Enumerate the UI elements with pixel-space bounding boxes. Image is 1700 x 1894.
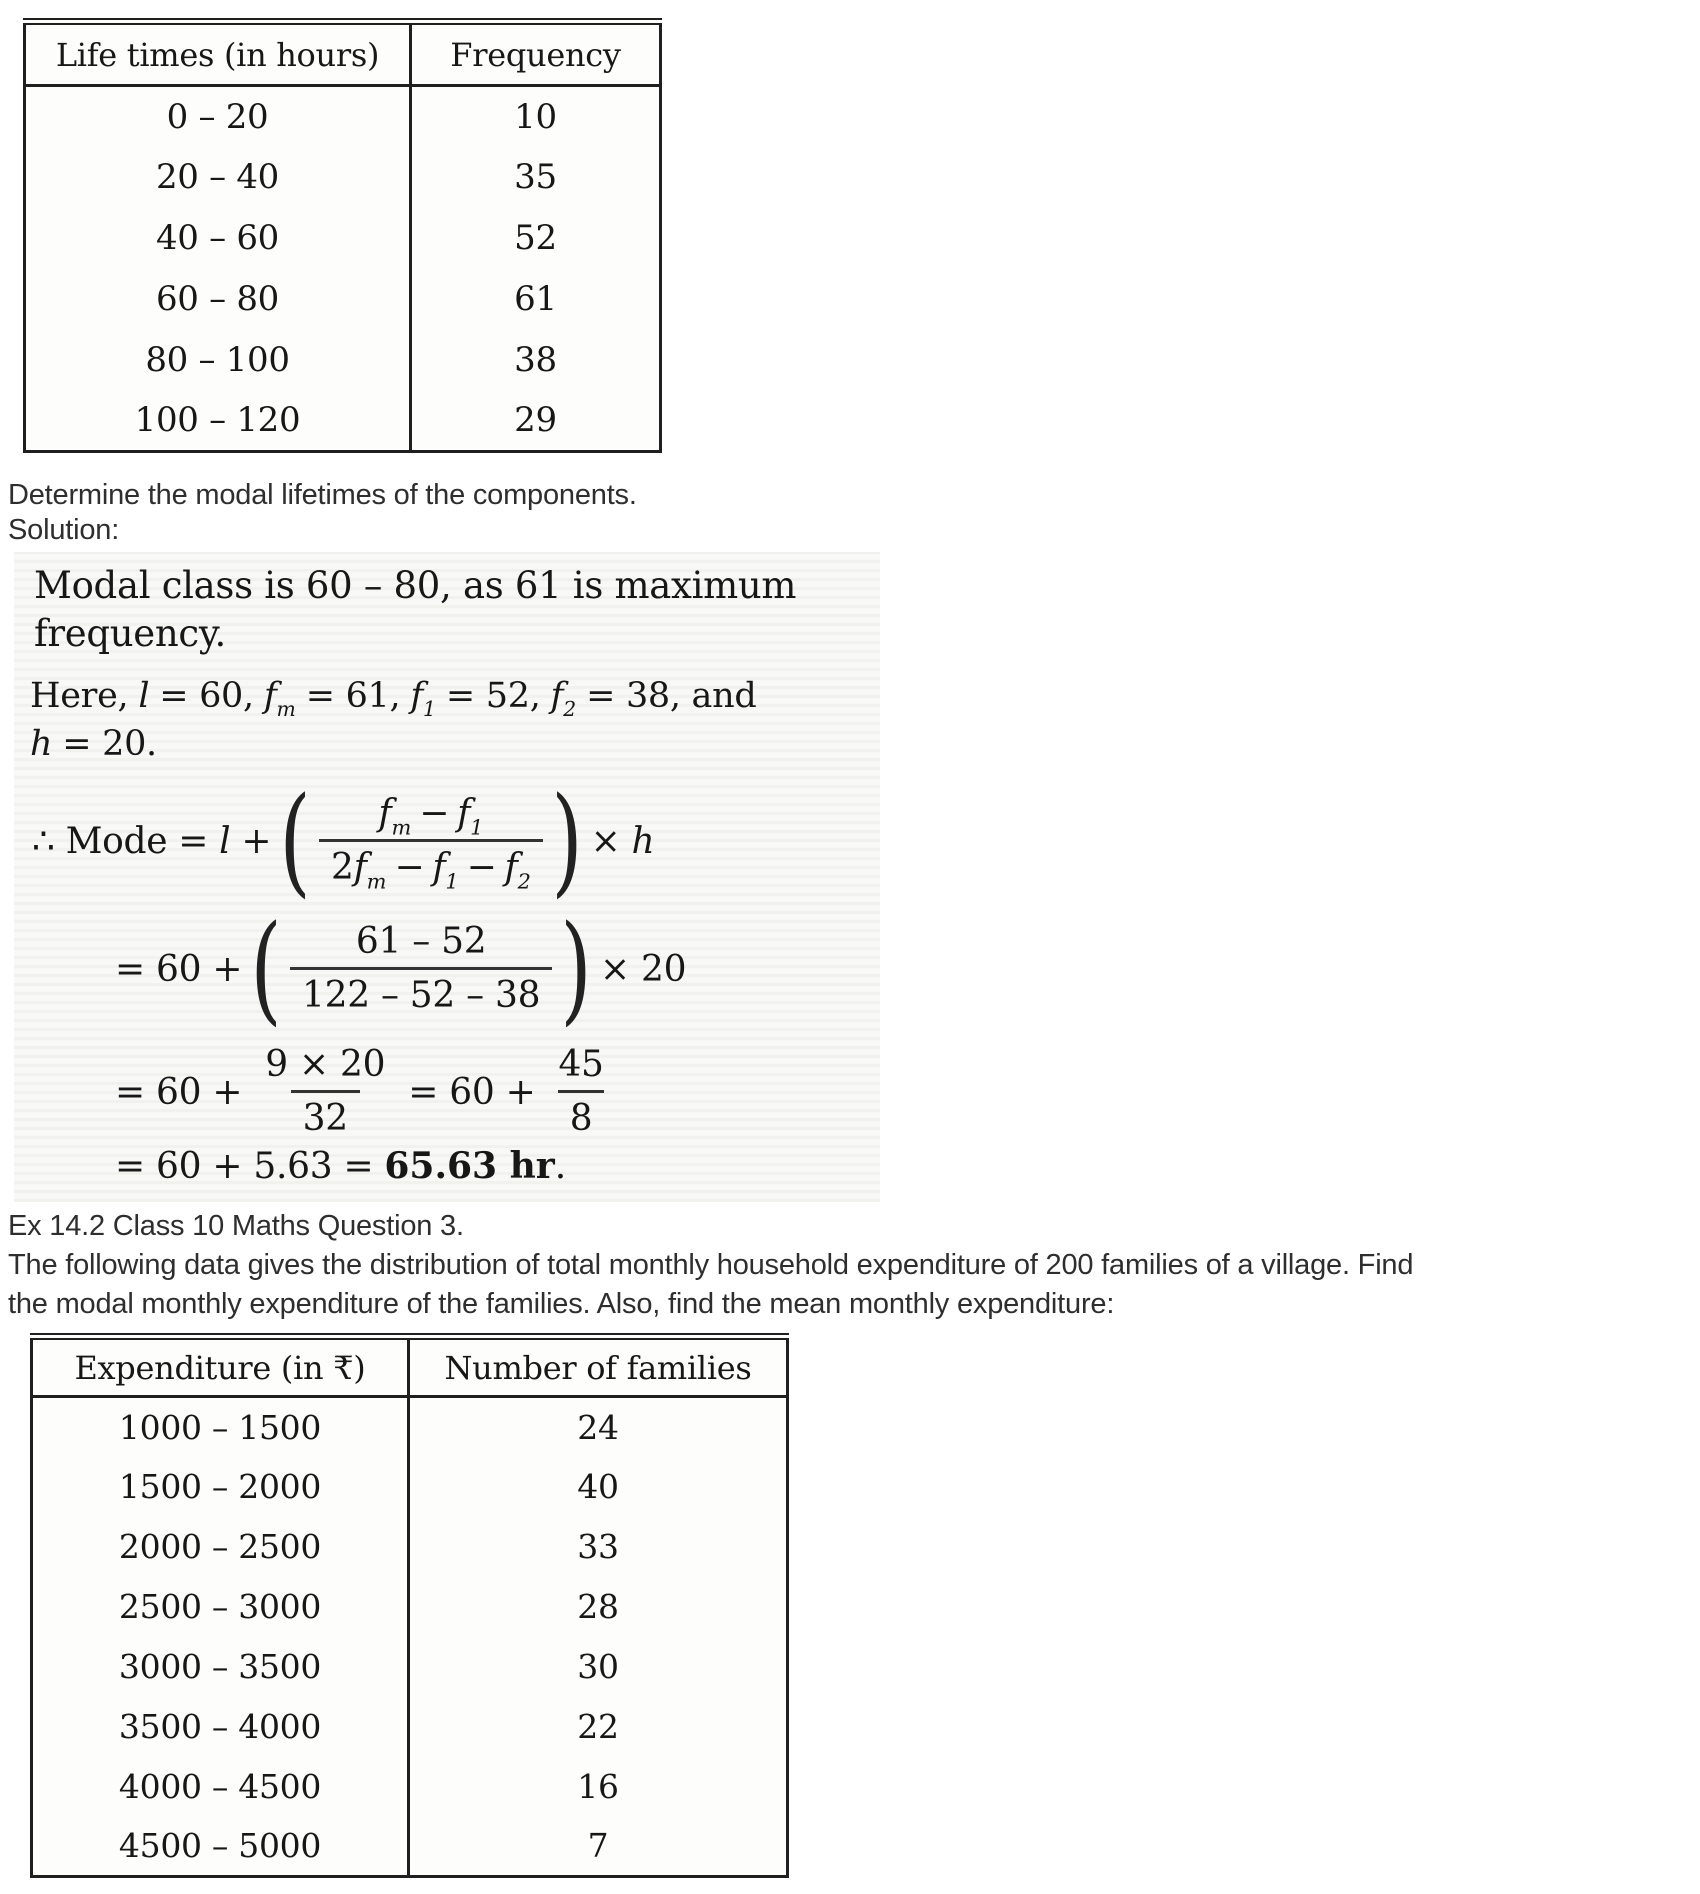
right-paren: ) <box>560 899 592 1038</box>
mode-formula-line <box>32 771 655 910</box>
var-h: h <box>631 820 655 862</box>
class-interval: 3500 – 4000 <box>32 1697 409 1757</box>
period: . <box>554 1146 566 1187</box>
table-row <box>32 1577 788 1637</box>
class-interval: 2500 – 3000 <box>32 1577 409 1637</box>
therefore-symbol: ∴ <box>32 820 55 862</box>
var-fm: $f_m$ <box>263 676 296 722</box>
substitution-fraction <box>290 922 552 1017</box>
fraction-denominator: 32 <box>291 1090 360 1139</box>
fraction-numerator: 9 × 20 <box>265 1043 386 1085</box>
text-run: = 38, and <box>586 676 757 716</box>
text-run: = 20. <box>62 724 157 764</box>
fraction-9x20-32 <box>253 1045 397 1140</box>
table-row <box>32 1817 788 1877</box>
expenditure-families-table <box>30 1333 789 1878</box>
table2-header-families: Number of families <box>409 1337 788 1397</box>
text-run: Here, <box>30 676 129 716</box>
class-interval: 0 – 20 <box>25 86 411 147</box>
lifetimes-frequency-table <box>23 18 662 453</box>
question2-prompt: Determine the modal lifetimes of the components. <box>8 479 637 511</box>
table-row <box>32 1697 788 1757</box>
solution-scan-block <box>14 552 880 1202</box>
class-interval: 1000 – 1500 <box>32 1397 409 1457</box>
frequency-value: 10 <box>514 96 557 137</box>
solution-label: Solution: <box>8 514 120 546</box>
table-row <box>32 1397 788 1457</box>
table-row <box>25 391 661 452</box>
table-row <box>25 86 661 147</box>
question3-prompt-line2: the modal monthly expenditure of the families. Also, find the mean monthly expenditure: <box>8 1288 1115 1320</box>
table-row <box>32 1457 788 1517</box>
class-interval: 3000 – 3500 <box>32 1637 409 1697</box>
class-interval: 4500 – 5000 <box>32 1817 409 1877</box>
mode-result-value: 65.63 hr <box>384 1145 555 1187</box>
families-value: 7 <box>587 1826 609 1866</box>
class-interval: 4000 – 4500 <box>32 1757 409 1817</box>
frequency-value: 38 <box>514 340 557 380</box>
text-run: = 52, <box>445 676 541 716</box>
families-value: 30 <box>577 1647 619 1686</box>
var-l: l <box>219 820 231 862</box>
plus-sign: + <box>241 820 272 862</box>
solution-modal-class-line1: Modal class is 60 – 80, as 61 is maximum <box>34 564 797 607</box>
table-header-row <box>32 1337 788 1397</box>
class-interval: 2000 – 2500 <box>32 1517 409 1577</box>
mode-simplify-line <box>115 1044 616 1140</box>
text-run: = 60 + <box>115 948 243 990</box>
families-value: 24 <box>577 1407 619 1447</box>
families-value: 28 <box>577 1587 619 1626</box>
text-run: = 60 + <box>408 1071 536 1113</box>
class-interval: 40 – 60 <box>25 208 411 269</box>
families-value: 40 <box>577 1467 619 1506</box>
fraction-numerator: $f_m - f_1$ <box>378 792 484 840</box>
table-header-row <box>25 22 661 86</box>
families-value: 22 <box>577 1707 619 1746</box>
question3-heading: Ex 14.2 Class 10 Maths Question 3. <box>8 1210 464 1242</box>
frequency-value: 35 <box>514 157 557 197</box>
text-run: = 60 + <box>115 1071 243 1113</box>
var-h: h <box>30 724 53 764</box>
fraction-denominator: 122 – 52 – 38 <box>290 967 552 1016</box>
table-row <box>32 1637 788 1697</box>
left-paren: ( <box>279 771 311 910</box>
mode-substitution-line <box>115 899 687 1038</box>
fraction-numerator: 61 – 52 <box>355 920 487 962</box>
families-value: 16 <box>577 1767 619 1806</box>
class-interval: 1500 – 2000 <box>32 1457 409 1517</box>
solution-values-line1 <box>30 676 757 722</box>
left-paren: ( <box>250 899 282 1038</box>
var-f2: $f_2$ <box>550 676 577 722</box>
text-run: = 60 + 5.63 = <box>115 1145 374 1187</box>
class-interval: 80 – 100 <box>25 330 411 391</box>
table-row <box>25 269 661 330</box>
question3-prompt-line1: The following data gives the distribution of total monthly household expenditure of 200 families of a village. Find <box>8 1249 1414 1281</box>
class-interval: 60 – 80 <box>25 269 411 330</box>
fraction-denominator: 8 <box>558 1090 605 1139</box>
mode-word: Mode <box>65 820 168 862</box>
times-sign: × <box>590 820 621 862</box>
table-row <box>25 330 661 391</box>
table1-header-frequency: Frequency <box>411 22 661 86</box>
table1-header-lifetimes: Life times (in hours) <box>25 22 411 86</box>
table-row <box>25 147 661 208</box>
solution-modal-class-line2: frequency. <box>34 612 226 655</box>
text-run: = 60, <box>159 676 254 716</box>
fraction-denominator: $2f_m - f_1 - f_2$ <box>319 839 543 888</box>
solution-values-line2 <box>30 724 157 764</box>
table-row <box>32 1757 788 1817</box>
equals-sign: = <box>178 820 209 862</box>
table-row <box>25 208 661 269</box>
mode-fraction <box>319 792 543 894</box>
table2-header-expenditure: Expenditure (in ₹) <box>32 1337 409 1397</box>
frequency-value: 61 <box>514 279 557 319</box>
var-f1: $f_1$ <box>410 676 436 722</box>
mode-result-line <box>115 1142 566 1190</box>
fraction-45-8 <box>546 1045 615 1140</box>
right-paren: ) <box>551 771 583 910</box>
text-run: × 20 <box>599 948 687 990</box>
fraction-numerator: 45 <box>558 1043 604 1085</box>
result-group <box>384 1145 566 1187</box>
class-interval: 100 – 120 <box>25 391 411 452</box>
frequency-value: 52 <box>514 218 557 258</box>
text-run: = 61, <box>305 676 401 716</box>
frequency-value: 29 <box>514 400 557 441</box>
var-l: l <box>138 676 150 716</box>
families-value: 33 <box>577 1527 619 1566</box>
table-row <box>32 1517 788 1577</box>
class-interval: 20 – 40 <box>25 147 411 208</box>
